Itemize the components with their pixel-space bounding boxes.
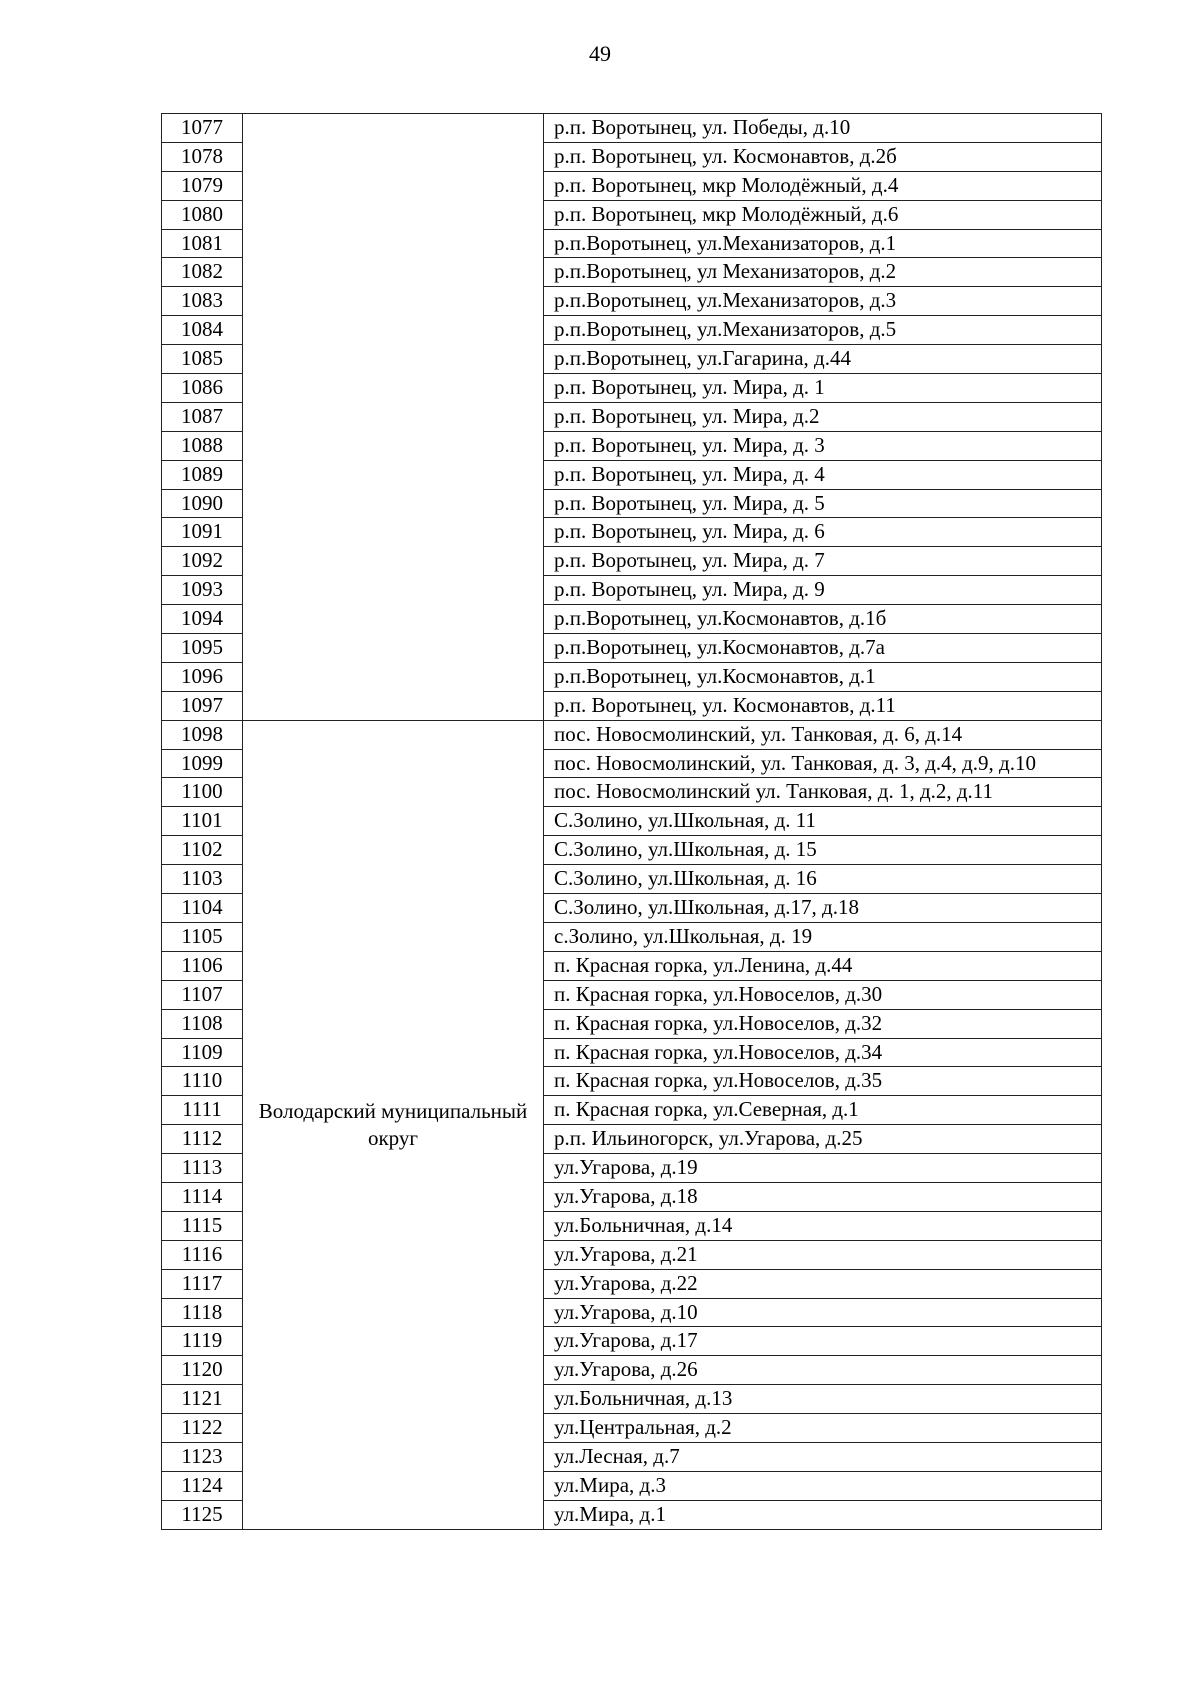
address-cell: пос. Новосмолинский, ул. Танковая, д. 3, д.4, д.9, д.10 [544,749,1102,778]
address-cell: р.п. Воротынец, ул. Мира, д. 5 [544,489,1102,518]
row-number: 1092 [162,547,243,576]
district-cell: Володарский муниципальный округ [243,720,544,1529]
address-cell: ул.Больничная, д.13 [544,1385,1102,1414]
address-cell: ул.Больничная, д.14 [544,1211,1102,1240]
address-cell: р.п. Воротынец, ул. Мира, д. 4 [544,460,1102,489]
row-number: 1118 [162,1298,243,1327]
table-row [162,720,1102,749]
row-number: 1093 [162,576,243,605]
address-cell: р.п. Воротынец, ул. Мира, д. 7 [544,547,1102,576]
address-cell: ул.Центральная, д.2 [544,1414,1102,1443]
row-number: 1084 [162,316,243,345]
address-cell: р.п.Воротынец, ул.Механизаторов, д.5 [544,316,1102,345]
address-cell: р.п. Воротынец, ул. Победы, д.10 [544,114,1102,143]
address-cell: ул.Угарова, д.10 [544,1298,1102,1327]
address-cell: С.Золино, ул.Школьная, д. 11 [544,807,1102,836]
address-cell: р.п. Воротынец, ул. Мира, д. 3 [544,431,1102,460]
row-number: 1114 [162,1182,243,1211]
address-cell: С.Золино, ул.Школьная, д. 15 [544,836,1102,865]
address-cell: ул.Угарова, д.19 [544,1154,1102,1183]
address-cell: р.п. Воротынец, ул. Мира, д. 6 [544,518,1102,547]
row-number: 1090 [162,489,243,518]
address-cell: ул.Мира, д.1 [544,1500,1102,1529]
address-cell: р.п. Воротынец, мкр Молодёжный, д.6 [544,200,1102,229]
address-cell: п. Красная горка, ул.Новоселов, д.30 [544,980,1102,1009]
address-cell: р.п. Воротынец, мкр Молодёжный, д.4 [544,171,1102,200]
row-number: 1117 [162,1269,243,1298]
address-cell: ул.Угарова, д.21 [544,1240,1102,1269]
row-number: 1079 [162,171,243,200]
row-number: 1100 [162,778,243,807]
address-cell: р.п.Воротынец, ул.Космонавтов, д.1б [544,605,1102,634]
address-cell: р.п.Воротынец, ул.Космонавтов, д.7а [544,634,1102,663]
address-cell: р.п.Воротынец, ул.Механизаторов, д.3 [544,287,1102,316]
row-number: 1080 [162,200,243,229]
row-number: 1109 [162,1038,243,1067]
row-number: 1098 [162,720,243,749]
address-cell: п. Красная горка, ул.Северная, д.1 [544,1096,1102,1125]
address-cell: п. Красная горка, ул.Новоселов, д.35 [544,1067,1102,1096]
address-table [161,113,1102,1530]
row-number: 1113 [162,1154,243,1183]
address-cell: р.п. Воротынец, ул. Мира, д. 1 [544,374,1102,403]
row-number: 1099 [162,749,243,778]
row-number: 1081 [162,229,243,258]
address-cell: ул.Мира, д.3 [544,1471,1102,1500]
row-number: 1097 [162,691,243,720]
address-cell: п. Красная горка, ул.Новоселов, д.32 [544,1009,1102,1038]
address-cell: ул.Угарова, д.18 [544,1182,1102,1211]
row-number: 1101 [162,807,243,836]
row-number: 1102 [162,836,243,865]
address-cell: р.п.Воротынец, ул.Механизаторов, д.1 [544,229,1102,258]
address-cell: п. Красная горка, ул.Ленина, д.44 [544,951,1102,980]
row-number: 1119 [162,1327,243,1356]
row-number: 1124 [162,1471,243,1500]
row-number: 1107 [162,980,243,1009]
row-number: 1091 [162,518,243,547]
address-cell: р.п.Воротынец, ул.Гагарина, д.44 [544,345,1102,374]
address-cell: пос. Новосмолинский ул. Танковая, д. 1, д.2, д.11 [544,778,1102,807]
row-number: 1095 [162,634,243,663]
address-cell: ул.Угарова, д.22 [544,1269,1102,1298]
address-cell: С.Золино, ул.Школьная, д.17, д.18 [544,894,1102,923]
row-number: 1115 [162,1211,243,1240]
row-number: 1086 [162,374,243,403]
address-cell: р.п. Воротынец, ул. Космонавтов, д.2б [544,142,1102,171]
row-number: 1112 [162,1125,243,1154]
row-number: 1087 [162,402,243,431]
address-cell: р.п.Воротынец, ул Механизаторов, д.2 [544,258,1102,287]
row-number: 1105 [162,922,243,951]
address-cell: р.п. Ильиногорск, ул.Угарова, д.25 [544,1125,1102,1154]
address-cell: ул.Угарова, д.26 [544,1356,1102,1385]
address-cell: ул.Угарова, д.17 [544,1327,1102,1356]
row-number: 1108 [162,1009,243,1038]
row-number: 1083 [162,287,243,316]
address-cell: с.Золино, ул.Школьная, д. 19 [544,922,1102,951]
address-cell: п. Красная горка, ул.Новоселов, д.34 [544,1038,1102,1067]
row-number: 1077 [162,114,243,143]
row-number: 1106 [162,951,243,980]
row-number: 1122 [162,1414,243,1443]
row-number: 1116 [162,1240,243,1269]
row-number: 1103 [162,865,243,894]
row-number: 1120 [162,1356,243,1385]
row-number: 1096 [162,662,243,691]
row-number: 1085 [162,345,243,374]
district-cell [243,114,544,721]
row-number: 1104 [162,894,243,923]
address-cell: С.Золино, ул.Школьная, д. 16 [544,865,1102,894]
row-number: 1121 [162,1385,243,1414]
row-number: 1111 [162,1096,243,1125]
row-number: 1078 [162,142,243,171]
address-table-body [162,114,1102,1530]
address-cell: ул.Лесная, д.7 [544,1442,1102,1471]
address-cell: пос. Новосмолинский, ул. Танковая, д. 6, д.14 [544,720,1102,749]
address-cell: р.п. Воротынец, ул. Мира, д.2 [544,402,1102,431]
row-number: 1088 [162,431,243,460]
row-number: 1082 [162,258,243,287]
address-cell: р.п. Воротынец, ул. Космонавтов, д.11 [544,691,1102,720]
address-cell: р.п. Воротынец, ул. Мира, д. 9 [544,576,1102,605]
page-number: 49 [589,41,611,66]
address-cell: р.п.Воротынец, ул.Космонавтов, д.1 [544,662,1102,691]
row-number: 1094 [162,605,243,634]
row-number: 1123 [162,1442,243,1471]
row-number: 1110 [162,1067,243,1096]
row-number: 1125 [162,1500,243,1529]
table-row [162,114,1102,143]
row-number: 1089 [162,460,243,489]
